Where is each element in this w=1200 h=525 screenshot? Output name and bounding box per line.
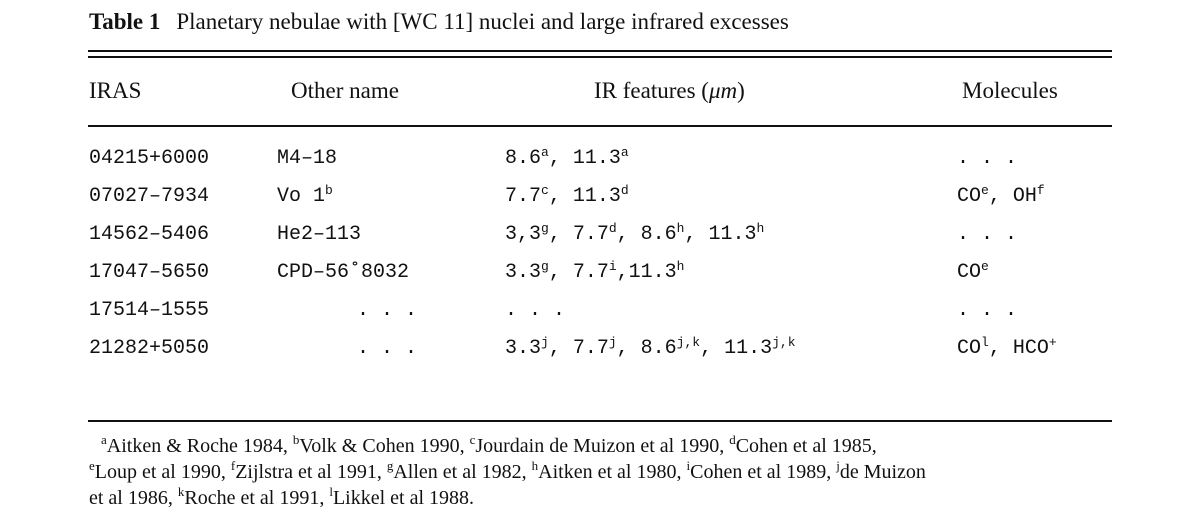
text-segment: Volk & Cohen 1990, [299, 435, 470, 457]
table-row [0, 254, 1200, 292]
footnote-line [89, 485, 1119, 511]
table-title: Planetary nebulae with [WC 11] nuclei and large infrared excesses [176, 9, 789, 34]
text-segment: . . . [357, 337, 418, 360]
text-segment: , 8.6 [616, 223, 677, 246]
text-segment: Allen et al 1982, [393, 461, 532, 483]
text-segment: 3,3 [505, 223, 542, 246]
cell-other-name [277, 254, 409, 292]
text-segment: CPD–56˚8032 [277, 261, 410, 284]
cell-other-name [277, 178, 333, 216]
cell-other-name [277, 216, 361, 254]
superscript-note: g [541, 221, 549, 236]
cell-molecules [957, 330, 1057, 368]
cell-iras: 21282+5050 [89, 337, 210, 360]
text-segment: , 11.3 [548, 147, 621, 170]
superscript-note: f [1036, 183, 1045, 198]
text-segment: , 8.6 [616, 337, 677, 360]
cell-ir-features [505, 216, 764, 254]
text-segment: . . . [957, 147, 1018, 170]
superscript-note: h [756, 221, 765, 236]
text-segment: , 11.3 [548, 185, 621, 208]
table-row [0, 330, 1200, 368]
cell-molecules [957, 292, 1017, 330]
superscript-note: l [329, 484, 333, 499]
superscript-note: i [608, 259, 617, 274]
superscript-note: c [541, 183, 549, 198]
text-segment: Aitken et al 1980, [538, 461, 687, 483]
cell-other-name [357, 330, 417, 368]
cell-iras: 17047–5650 [89, 261, 210, 284]
cell-other-name [277, 140, 337, 178]
cell-iras: 14562–5406 [89, 223, 210, 246]
superscript-note: b [292, 432, 300, 447]
text-segment: . . . [957, 223, 1018, 246]
cell-iras: 17514–1555 [89, 299, 210, 322]
superscript-note: a [541, 145, 549, 160]
text-segment: 7.7 [505, 185, 542, 208]
footnotes [89, 433, 1119, 511]
superscript-note: d [608, 221, 617, 236]
table-caption [89, 9, 789, 35]
text-segment: , OH [988, 185, 1037, 208]
superscript-note: e [89, 458, 95, 473]
top-rule-lower [88, 56, 1112, 58]
footnote-line [89, 433, 1119, 459]
header-iras: IRAS [89, 78, 142, 103]
table-row [0, 140, 1200, 178]
text-segment: et al 1986, [89, 487, 178, 509]
cell-other-name [357, 292, 417, 330]
text-segment: , 7.7 [548, 337, 609, 360]
cell-ir-features [505, 292, 565, 330]
header-molecules: Molecules [962, 78, 1058, 103]
text-segment: 3.3 [505, 261, 542, 284]
header-rule [88, 125, 1112, 127]
text-segment: 3.3 [505, 337, 542, 360]
text-segment: Vo 1 [277, 185, 326, 208]
superscript-note: h [531, 458, 539, 473]
text-segment: , 11.3 [700, 337, 773, 360]
cell-ir-features [505, 140, 629, 178]
header-ir-unit: μm [708, 78, 738, 103]
table-row [0, 292, 1200, 330]
text-segment: Roche et al 1991, [184, 487, 330, 509]
cell-ir-features [505, 254, 684, 292]
text-segment: de Muizon [839, 461, 926, 483]
text-segment: Loup et al 1990, [94, 461, 231, 483]
superscript-note: j [541, 335, 549, 350]
table-row [0, 178, 1200, 216]
superscript-note: j [608, 335, 617, 350]
superscript-note: h [676, 221, 685, 236]
text-segment: M4–18 [277, 147, 338, 170]
text-segment: CO [957, 261, 982, 284]
header-other-name: Other name [291, 78, 399, 103]
table-body [0, 140, 1200, 368]
text-segment: , 7.7 [548, 261, 609, 284]
text-segment: ,11.3 [616, 261, 677, 284]
header-ir-prefix: IR features ( [594, 78, 709, 103]
superscript-note: e [981, 183, 989, 198]
cell-iras: 07027–7934 [89, 185, 210, 208]
cell-molecules [957, 216, 1017, 254]
superscript-note: l [981, 335, 989, 350]
superscript-note: a [101, 432, 107, 447]
cell-molecules [957, 140, 1017, 178]
text-segment: . . . [357, 299, 418, 322]
header-ir-features [594, 78, 745, 104]
superscript-note: d [620, 183, 629, 198]
cell-molecules [957, 178, 1045, 216]
text-segment: Likkel et al 1988. [332, 487, 475, 509]
superscript-note: a [620, 145, 629, 160]
superscript-note: g [386, 458, 394, 473]
text-segment: Cohen et al 1989, [690, 461, 837, 483]
table-label: Table 1 [89, 9, 161, 34]
superscript-note: k [177, 484, 185, 499]
text-segment: . . . [505, 299, 566, 322]
text-segment: , 7.7 [548, 223, 609, 246]
text-segment: Aitken & Roche 1984, [106, 435, 293, 457]
superscript-note: j,k [676, 335, 701, 350]
table-row [0, 216, 1200, 254]
superscript-note: e [981, 259, 989, 274]
cell-iras: 04215+6000 [89, 147, 210, 170]
superscript-note: d [729, 432, 736, 447]
text-segment: , 11.3 [684, 223, 757, 246]
superscript-note: g [541, 259, 549, 274]
cell-molecules [957, 254, 989, 292]
superscript-note: f [230, 458, 236, 473]
superscript-note: j [836, 458, 840, 473]
text-segment: CO [957, 185, 982, 208]
bottom-rule [88, 420, 1112, 422]
top-rule-upper [88, 50, 1112, 52]
superscript-note: j,k [772, 335, 796, 350]
superscript-note: c [469, 432, 476, 447]
superscript-note: h [676, 259, 685, 274]
text-segment: CO [957, 337, 982, 360]
text-segment: . . . [957, 299, 1018, 322]
superscript-note: b [325, 183, 333, 198]
text-segment: Zijlstra et al 1991, [235, 461, 387, 483]
cell-ir-features [505, 178, 629, 216]
text-segment: He2–113 [277, 223, 362, 246]
superscript-note: + [1048, 335, 1057, 350]
cell-ir-features [505, 330, 796, 368]
superscript-note: i [686, 458, 691, 473]
text-segment: Cohen et al 1985, [735, 435, 877, 457]
text-segment: , HCO [988, 337, 1049, 360]
footnote-line [89, 459, 1119, 485]
text-segment: 8.6 [505, 147, 542, 170]
header-ir-suffix: ) [737, 78, 745, 103]
text-segment: Jourdain de Muizon et al 1990, [475, 435, 730, 457]
